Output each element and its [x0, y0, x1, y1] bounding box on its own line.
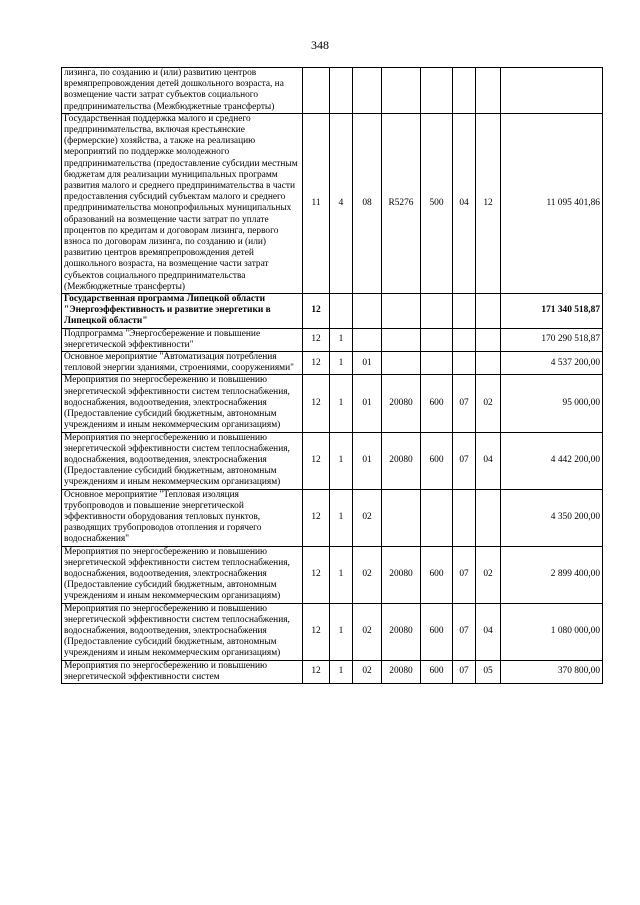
subprogram-code: 1: [330, 660, 353, 683]
expense-type-code: 500: [421, 113, 453, 293]
direction-code: [382, 294, 421, 329]
row-amount: 370 800,00: [501, 660, 603, 683]
row-description: Мероприятия по энергосбережению и повышению энергетической эффективности систем теплоснабжения, водоснабжения, водоотведения, электроснабжения (Предоставление субсидий бюджетным, автономным учреждениям и иным некоммерческим организациям): [62, 375, 303, 432]
subsection-code: [476, 68, 501, 114]
section-code: 07: [453, 660, 476, 683]
row-description: Основное мероприятие "Тепловая изоляция трубопроводов и повышение энергетической эффективности оборудования тепловых пунктов, разводящих трубопроводов отопления и горячего водоснабжения": [62, 489, 303, 546]
section-code: [453, 328, 476, 351]
subsection-code: [476, 352, 501, 375]
subsection-code: 02: [476, 546, 501, 603]
subprogram-code: 4: [330, 113, 353, 293]
section-code: 07: [453, 603, 476, 660]
row-amount: 95 000,00: [501, 375, 603, 432]
row-amount: 4 350 200,00: [501, 489, 603, 546]
direction-code: R5276: [382, 113, 421, 293]
expense-type-code: 600: [421, 375, 453, 432]
section-code: [453, 352, 476, 375]
measure-code: 01: [353, 432, 382, 489]
direction-code: 20080: [382, 603, 421, 660]
row-amount: [501, 68, 603, 114]
expense-type-code: [421, 294, 453, 329]
subsection-code: 04: [476, 603, 501, 660]
subsection-code: 04: [476, 432, 501, 489]
row-description: Мероприятия по энергосбережению и повышению энергетической эффективности систем: [62, 660, 303, 683]
table-row: [62, 328, 603, 351]
section-code: 07: [453, 432, 476, 489]
subprogram-code: 1: [330, 603, 353, 660]
expense-type-code: [421, 328, 453, 351]
table-row: [62, 489, 603, 546]
row-amount: 4 537 200,00: [501, 352, 603, 375]
direction-code: 20080: [382, 546, 421, 603]
table-row: [62, 603, 603, 660]
subprogram-code: 1: [330, 375, 353, 432]
row-description: Государственная поддержка малого и среднего предпринимательства, включая крестьянские (фермерские) хозяйства, а также на реализацию мероприятий по поддержке молодежного предпринимательства (предоставление субсидии местным бюджетам для реализации муниципальных программ развития малого и среднего предпринимательства в части предоставления субсидий субъектам малого и среднего предпринимательства монопрофильных муниципальных образований на возмещение части затрат по уплате процентов по кредитам и договорам лизинга, первого взноса по договорам лизинга, по созданию и (или) развитию центров времяпрепровождения детей дошкольного возраста, на возмещение части затрат субъектов социального предпринимательства (Межбюджетные трансферты): [62, 113, 303, 293]
subprogram-code: 1: [330, 489, 353, 546]
program-code: 12: [303, 546, 330, 603]
section-code: [453, 68, 476, 114]
measure-code: 08: [353, 113, 382, 293]
measure-code: [353, 68, 382, 114]
section-code: 07: [453, 546, 476, 603]
direction-code: [382, 328, 421, 351]
table-row: [62, 660, 603, 683]
row-description: Мероприятия по энергосбережению и повышению энергетической эффективности систем теплоснабжения, водоснабжения, водоотведения, электроснабжения (Предоставление субсидий бюджетным, автономным учреждениям и иным некоммерческим организациям): [62, 546, 303, 603]
direction-code: 20080: [382, 660, 421, 683]
table-row: [62, 352, 603, 375]
subprogram-code: 1: [330, 352, 353, 375]
measure-code: 02: [353, 489, 382, 546]
section-code: 07: [453, 375, 476, 432]
row-amount: 2 899 400,00: [501, 546, 603, 603]
subprogram-code: 1: [330, 546, 353, 603]
row-amount: 11 095 401,86: [501, 113, 603, 293]
expense-type-code: 600: [421, 603, 453, 660]
budget-table: [61, 67, 603, 684]
direction-code: [382, 352, 421, 375]
subprogram-code: [330, 294, 353, 329]
row-amount: 170 290 518,87: [501, 328, 603, 351]
page-number: 348: [311, 38, 329, 52]
row-description: Основное мероприятие "Автоматизация потребления тепловой энергии зданиями, строениями, сооружениями": [62, 352, 303, 375]
subsection-code: 12: [476, 113, 501, 293]
measure-code: 02: [353, 603, 382, 660]
subsection-code: 02: [476, 375, 501, 432]
subsection-code: [476, 489, 501, 546]
program-code: 12: [303, 375, 330, 432]
table-row: [62, 375, 603, 432]
table-row: [62, 432, 603, 489]
row-amount: 1 080 000,00: [501, 603, 603, 660]
table-row: [62, 294, 603, 329]
measure-code: 01: [353, 375, 382, 432]
program-code: 12: [303, 489, 330, 546]
program-code: 11: [303, 113, 330, 293]
direction-code: 20080: [382, 432, 421, 489]
measure-code: [353, 328, 382, 351]
table-row: [62, 546, 603, 603]
program-code: 12: [303, 352, 330, 375]
row-description: Государственная программа Липецкой области "Энергоэффективность и развитие энергетики в Липецкой области": [62, 294, 303, 329]
direction-code: 20080: [382, 375, 421, 432]
program-code: 12: [303, 294, 330, 329]
direction-code: [382, 68, 421, 114]
section-code: [453, 294, 476, 329]
subsection-code: [476, 328, 501, 351]
program-code: 12: [303, 432, 330, 489]
program-code: 12: [303, 660, 330, 683]
expense-type-code: 600: [421, 660, 453, 683]
expense-type-code: [421, 489, 453, 546]
row-amount: 171 340 518,87: [501, 294, 603, 329]
table-row: [62, 68, 603, 114]
expense-type-code: [421, 68, 453, 114]
row-description: Мероприятия по энергосбережению и повышению энергетической эффективности систем теплоснабжения, водоснабжения, водоотведения, электроснабжения (Предоставление субсидий бюджетным, автономным учреждениям и иным некоммерческим организациям): [62, 603, 303, 660]
subprogram-code: [330, 68, 353, 114]
program-code: 12: [303, 603, 330, 660]
measure-code: 01: [353, 352, 382, 375]
section-code: 04: [453, 113, 476, 293]
row-description: Мероприятия по энергосбережению и повышению энергетической эффективности систем теплоснабжения, водоснабжения, водоотведения, электроснабжения (Предоставление субсидий бюджетным, автономным учреждениям и иным некоммерческим организациям): [62, 432, 303, 489]
direction-code: [382, 489, 421, 546]
row-description: лизинга, по созданию и (или) развитию центров времяпрепровождения детей дошкольного возраста, на возмещение части затрат субъектов социального предпринимательства (Межбюджетные трансферты): [62, 68, 303, 114]
expense-type-code: 600: [421, 546, 453, 603]
subprogram-code: 1: [330, 328, 353, 351]
subsection-code: [476, 294, 501, 329]
measure-code: 02: [353, 546, 382, 603]
subprogram-code: 1: [330, 432, 353, 489]
row-description: Подпрограмма "Энергосбережение и повышение энергетической эффективности": [62, 328, 303, 351]
program-code: [303, 68, 330, 114]
expense-type-code: 600: [421, 432, 453, 489]
section-code: [453, 489, 476, 546]
subsection-code: 05: [476, 660, 501, 683]
table-row: [62, 113, 603, 293]
row-amount: 4 442 200,00: [501, 432, 603, 489]
measure-code: 02: [353, 660, 382, 683]
measure-code: [353, 294, 382, 329]
expense-type-code: [421, 352, 453, 375]
program-code: 12: [303, 328, 330, 351]
